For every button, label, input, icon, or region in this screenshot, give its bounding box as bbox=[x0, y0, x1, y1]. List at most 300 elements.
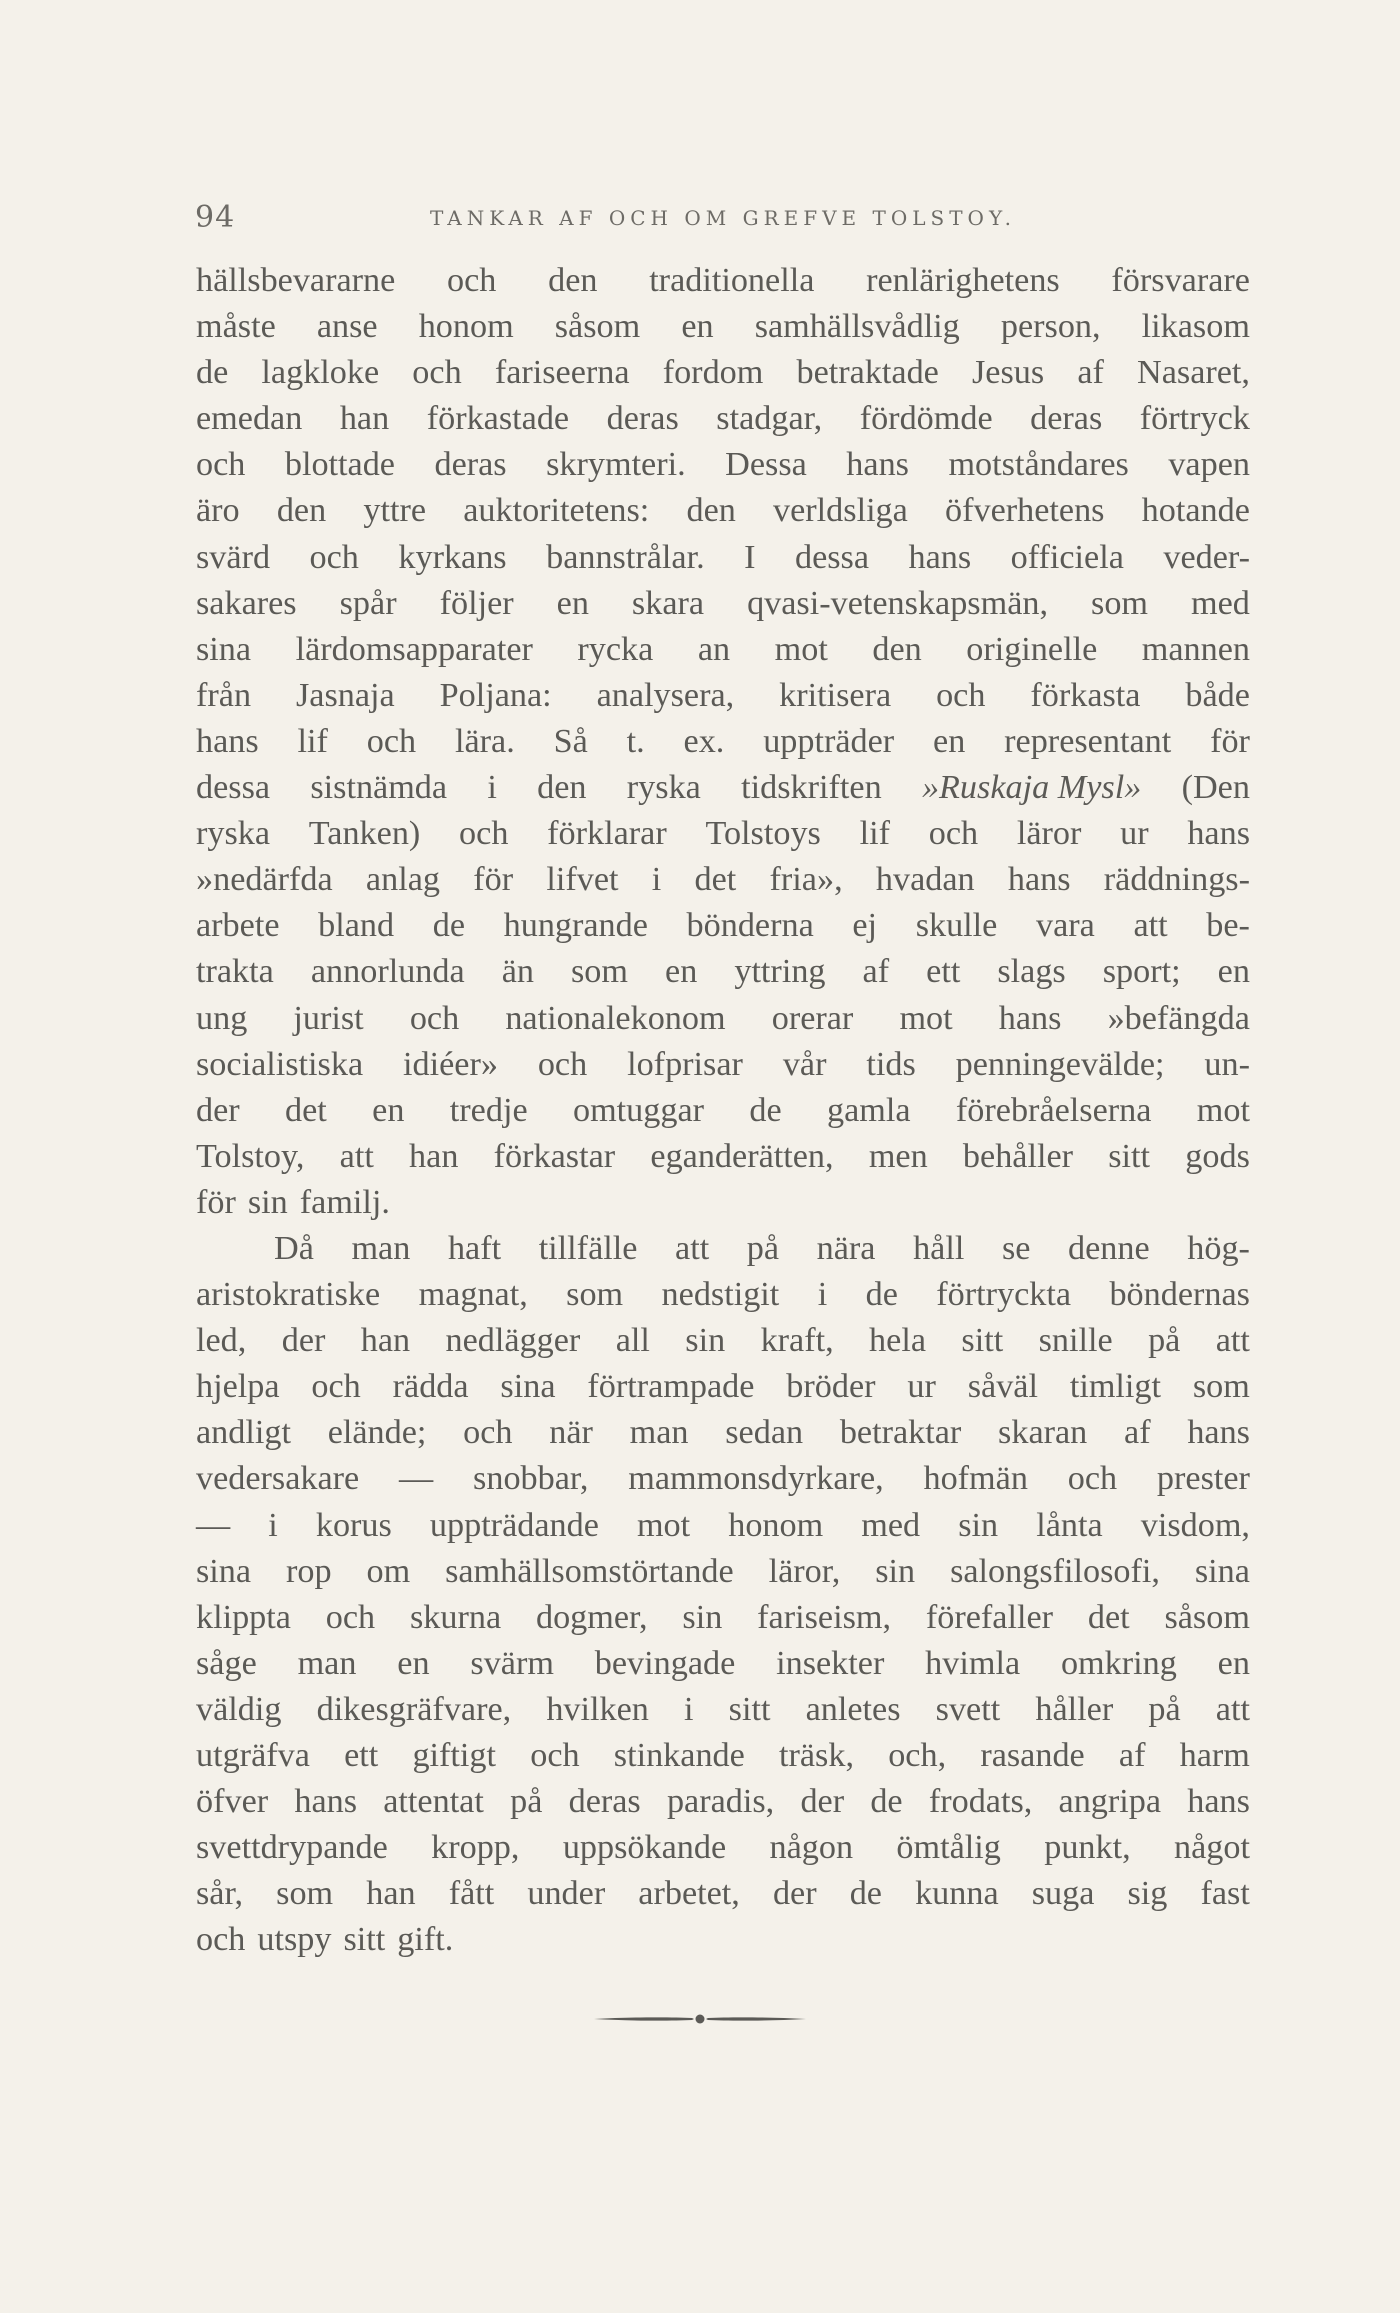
word: qvasi-vetenskapsmän, bbox=[747, 584, 1049, 622]
paragraph bbox=[196, 258, 1250, 1226]
word: sitt bbox=[343, 1921, 386, 1959]
word: skulle bbox=[915, 907, 998, 945]
word: se bbox=[1001, 1229, 1031, 1267]
word: deras bbox=[606, 400, 679, 438]
word: af bbox=[1118, 1737, 1146, 1774]
word: och bbox=[196, 446, 246, 484]
word: sin bbox=[685, 1322, 726, 1360]
word: hans bbox=[1007, 861, 1071, 899]
word: sitt bbox=[1108, 1137, 1151, 1175]
word: fariseerna bbox=[494, 354, 630, 392]
word: de bbox=[865, 1276, 898, 1314]
word: uppträder bbox=[763, 722, 895, 760]
word: veder- bbox=[1163, 538, 1250, 576]
word: såge bbox=[196, 1644, 257, 1682]
text-line bbox=[196, 996, 1250, 1042]
word: som bbox=[571, 953, 628, 991]
word: väldig bbox=[196, 1690, 282, 1728]
word: un- bbox=[1204, 1045, 1250, 1083]
word: der bbox=[800, 1783, 845, 1821]
word: fordom bbox=[662, 354, 764, 392]
word: nedlägger bbox=[445, 1322, 581, 1360]
text-line bbox=[196, 1917, 1250, 1963]
word: af bbox=[862, 953, 890, 991]
word: och bbox=[928, 815, 979, 853]
text-line bbox=[196, 1871, 1250, 1917]
word: hans bbox=[1187, 815, 1250, 853]
word: förklarar bbox=[547, 815, 667, 853]
word: som bbox=[1091, 584, 1149, 622]
word: behåller bbox=[962, 1137, 1074, 1175]
text-line bbox=[196, 1042, 1250, 1088]
word: förefaller bbox=[925, 1598, 1054, 1636]
word: der bbox=[281, 1322, 326, 1360]
word: vapen bbox=[1168, 446, 1250, 484]
text-line bbox=[196, 1134, 1250, 1180]
text-line bbox=[196, 1180, 1250, 1226]
word: den bbox=[537, 769, 587, 807]
word: läror bbox=[1016, 815, 1082, 853]
word: sakares bbox=[196, 584, 297, 622]
word: öfverhetens bbox=[945, 492, 1105, 530]
word: såväl bbox=[967, 1368, 1038, 1406]
word: hans bbox=[1187, 1783, 1250, 1821]
word: förtryck bbox=[1139, 400, 1250, 438]
word: en bbox=[681, 308, 714, 346]
word: han bbox=[360, 1322, 411, 1360]
word: klippta bbox=[196, 1598, 291, 1636]
word: fast bbox=[1200, 1875, 1250, 1913]
word: med bbox=[1191, 584, 1250, 622]
word: (Den bbox=[1181, 769, 1250, 807]
word: jurist bbox=[293, 999, 364, 1037]
word: från bbox=[196, 676, 252, 714]
word: och bbox=[409, 999, 460, 1037]
word: följer bbox=[439, 584, 514, 622]
word: svärm bbox=[470, 1644, 554, 1682]
word: yttring bbox=[734, 953, 826, 991]
word: harm bbox=[1179, 1737, 1250, 1774]
word: när bbox=[549, 1414, 593, 1452]
word: en bbox=[665, 953, 698, 991]
word: öfver bbox=[196, 1783, 269, 1821]
word: prester bbox=[1156, 1460, 1250, 1498]
word: man bbox=[297, 1644, 357, 1682]
word: tredje bbox=[449, 1091, 528, 1129]
word: »nedärfda bbox=[196, 861, 333, 899]
word: sina bbox=[500, 1368, 556, 1406]
word: sin bbox=[958, 1506, 999, 1544]
word: tids bbox=[866, 1045, 916, 1083]
word: I bbox=[744, 538, 756, 576]
word: man bbox=[629, 1414, 689, 1452]
word: och bbox=[463, 1414, 513, 1452]
word: svett bbox=[935, 1690, 1001, 1728]
word: nedstigit bbox=[661, 1276, 780, 1314]
word: en bbox=[372, 1091, 405, 1129]
word: nära bbox=[816, 1229, 876, 1267]
word: mot bbox=[774, 630, 828, 668]
text-line bbox=[196, 1503, 1250, 1549]
text-line bbox=[196, 719, 1250, 765]
text-line bbox=[196, 1318, 1250, 1364]
word: penningevälde; bbox=[955, 1045, 1165, 1083]
word: sitt bbox=[728, 1690, 771, 1728]
word: dessa bbox=[196, 769, 271, 807]
word: nationalekonom bbox=[505, 999, 726, 1037]
word: punkt, bbox=[1044, 1829, 1131, 1867]
word: af bbox=[1124, 1414, 1151, 1452]
word: Tolstoys bbox=[705, 815, 821, 853]
word: och bbox=[412, 354, 462, 392]
word: hans bbox=[196, 722, 259, 760]
body-text bbox=[196, 258, 1250, 1963]
text-line bbox=[196, 1410, 1250, 1456]
word: det bbox=[1087, 1598, 1130, 1636]
word: renlärighetens bbox=[866, 262, 1060, 299]
text-line bbox=[196, 1226, 1250, 1272]
word: något bbox=[1174, 1829, 1250, 1867]
word: magnat, bbox=[418, 1276, 528, 1314]
word: i bbox=[651, 861, 662, 899]
word: hans bbox=[294, 1783, 358, 1821]
text-line bbox=[196, 811, 1250, 857]
word: sina bbox=[196, 630, 252, 668]
word: svärd bbox=[196, 538, 271, 576]
word: officiela bbox=[1010, 538, 1124, 576]
word: sin bbox=[875, 1552, 916, 1590]
word: att bbox=[675, 1229, 710, 1267]
word: förkastar bbox=[493, 1137, 616, 1175]
word: för bbox=[196, 1183, 236, 1221]
word: stinkande bbox=[613, 1737, 745, 1774]
word: honom bbox=[728, 1506, 824, 1544]
word: mammonsdyrkare, bbox=[628, 1460, 884, 1498]
word: fått bbox=[448, 1875, 495, 1913]
word: orerar bbox=[771, 999, 854, 1037]
word: och bbox=[309, 538, 359, 576]
word: sin bbox=[682, 1598, 723, 1636]
word: det bbox=[694, 861, 737, 899]
word: hvimla bbox=[925, 1644, 1021, 1682]
word: i bbox=[684, 1690, 694, 1728]
word: hjelpa bbox=[196, 1368, 280, 1406]
word: hans bbox=[908, 538, 972, 576]
word: hela bbox=[869, 1322, 926, 1360]
word: anse bbox=[316, 308, 378, 346]
word: bevingade bbox=[594, 1644, 736, 1682]
word: dogmer, bbox=[535, 1598, 648, 1636]
word: analysera, bbox=[596, 676, 735, 714]
text-line bbox=[196, 1595, 1250, 1641]
word: på bbox=[746, 1229, 780, 1267]
word: lofprisar bbox=[627, 1045, 743, 1083]
word: det bbox=[285, 1091, 327, 1129]
word: och bbox=[530, 1737, 580, 1774]
word: Poljana: bbox=[439, 676, 552, 714]
word: en bbox=[1217, 1644, 1250, 1682]
word: arbete bbox=[196, 907, 280, 945]
word: samhällsvådlig bbox=[754, 308, 960, 346]
text-line bbox=[196, 488, 1250, 534]
page-header bbox=[195, 198, 1255, 238]
word: socialistiska bbox=[196, 1045, 364, 1083]
word: de bbox=[196, 354, 229, 392]
word: utspy bbox=[257, 1921, 332, 1959]
word: den bbox=[276, 492, 327, 530]
text-line bbox=[196, 1272, 1250, 1318]
word: paradis, bbox=[666, 1783, 775, 1821]
word: ryska bbox=[626, 769, 701, 807]
word: visdom, bbox=[1140, 1506, 1250, 1544]
word: kunna bbox=[915, 1875, 999, 1913]
word: hög- bbox=[1187, 1229, 1250, 1267]
text-line bbox=[196, 1825, 1250, 1871]
word: deras bbox=[434, 446, 507, 484]
word: i bbox=[268, 1506, 278, 1544]
text-line bbox=[196, 765, 1250, 811]
word: mot bbox=[1196, 1091, 1250, 1129]
word: hungrande bbox=[503, 907, 648, 945]
word: betraktade bbox=[796, 354, 939, 392]
text-line bbox=[196, 857, 1250, 903]
word: bannstrålar. bbox=[546, 538, 705, 576]
word: uppsökande bbox=[562, 1829, 727, 1867]
word: att bbox=[1215, 1322, 1250, 1360]
word: ex. bbox=[683, 722, 725, 760]
word: hvilken bbox=[546, 1690, 649, 1728]
word: suga bbox=[1031, 1875, 1095, 1913]
word: för bbox=[473, 861, 514, 899]
word: deras bbox=[1030, 400, 1103, 438]
word: mot bbox=[636, 1506, 691, 1544]
word: håll bbox=[913, 1229, 965, 1267]
text-line bbox=[196, 258, 1250, 304]
word: tillfälle bbox=[538, 1229, 638, 1267]
word: andligt bbox=[196, 1414, 291, 1452]
word: verldsliga bbox=[773, 492, 908, 530]
text-line bbox=[196, 949, 1250, 995]
word: emedan bbox=[196, 400, 303, 438]
word: person, bbox=[1000, 308, 1101, 346]
word: af bbox=[1077, 354, 1104, 392]
word: en bbox=[1217, 953, 1250, 991]
word: der bbox=[196, 1091, 240, 1129]
word: gods bbox=[1185, 1137, 1250, 1175]
word: förebråelserna bbox=[955, 1091, 1152, 1129]
word: hans bbox=[998, 999, 1062, 1037]
word: förkasta bbox=[1030, 676, 1141, 714]
word: slags bbox=[997, 953, 1066, 991]
word: träsk, bbox=[779, 1737, 855, 1774]
word: och bbox=[447, 262, 497, 299]
word: svettdrypande bbox=[196, 1829, 388, 1867]
word: Nasaret, bbox=[1137, 354, 1250, 392]
text-line bbox=[196, 350, 1250, 396]
word: attentat bbox=[383, 1783, 484, 1821]
word: denne bbox=[1068, 1229, 1150, 1267]
word: sina bbox=[1194, 1552, 1250, 1590]
word: hvadan bbox=[875, 861, 975, 899]
word: de bbox=[849, 1875, 882, 1913]
text-line bbox=[196, 581, 1250, 627]
word: snille bbox=[1038, 1322, 1113, 1360]
word: på bbox=[510, 1783, 543, 1821]
word: räddnings- bbox=[1103, 861, 1250, 899]
word: för bbox=[1210, 722, 1250, 760]
word: sport; bbox=[1102, 953, 1181, 991]
word: och bbox=[311, 1368, 361, 1406]
word: de bbox=[749, 1091, 782, 1129]
word: anletes bbox=[805, 1690, 901, 1728]
word: skara bbox=[631, 584, 705, 622]
word: an bbox=[697, 630, 731, 668]
word: lifvet bbox=[546, 861, 619, 899]
word: lif bbox=[297, 722, 328, 760]
word: traditionella bbox=[649, 262, 815, 299]
word: timligt bbox=[1069, 1368, 1162, 1406]
horizontal-rule-ornament-icon bbox=[590, 2012, 810, 2026]
word: eganderätten, bbox=[650, 1137, 834, 1175]
word: hällsbevararne bbox=[196, 262, 396, 299]
word: annorlunda bbox=[310, 953, 465, 991]
word: yttre bbox=[363, 492, 427, 530]
word: på bbox=[1148, 1322, 1181, 1360]
word: betraktar bbox=[839, 1414, 962, 1452]
word: omtuggar bbox=[572, 1091, 705, 1129]
word: »Ruskaja Mysl» bbox=[921, 769, 1142, 807]
word: giftigt bbox=[412, 1737, 497, 1774]
word: lära. bbox=[454, 722, 515, 760]
word: ung bbox=[196, 999, 248, 1037]
word: snobbar, bbox=[473, 1460, 589, 1498]
word: lärdomsapparater bbox=[295, 630, 533, 668]
word: spår bbox=[339, 584, 397, 622]
word: Då bbox=[274, 1229, 314, 1267]
text-line bbox=[196, 1364, 1250, 1410]
word: kritisera bbox=[779, 676, 892, 714]
word: som bbox=[1192, 1368, 1250, 1406]
word: om bbox=[366, 1552, 411, 1590]
word: man bbox=[351, 1229, 411, 1267]
word: mannen bbox=[1141, 630, 1250, 668]
word: vedersakare bbox=[196, 1460, 360, 1498]
word: han bbox=[339, 400, 390, 438]
word: såsom bbox=[1164, 1598, 1250, 1636]
word: angripa bbox=[1058, 1783, 1162, 1821]
word: stadgar, bbox=[716, 400, 823, 438]
word: rädda bbox=[392, 1368, 469, 1406]
word: hans bbox=[1187, 1414, 1250, 1452]
word: Jesus bbox=[972, 354, 1045, 392]
word: utgräfva bbox=[196, 1737, 310, 1774]
word: fria», bbox=[769, 861, 843, 899]
word: fariseism, bbox=[757, 1598, 892, 1636]
text-line bbox=[196, 1733, 1250, 1779]
word: — bbox=[196, 1506, 231, 1544]
word: dikesgräfvare, bbox=[316, 1690, 512, 1728]
word: att bbox=[1133, 907, 1168, 945]
text-line bbox=[196, 535, 1250, 581]
word: en bbox=[397, 1644, 430, 1682]
word: förtrampade bbox=[587, 1368, 755, 1406]
word: en bbox=[556, 584, 589, 622]
text-line bbox=[196, 627, 1250, 673]
word: håller bbox=[1035, 1690, 1114, 1728]
word: blottade bbox=[284, 446, 395, 484]
word: all bbox=[615, 1322, 650, 1360]
word: sistnämda bbox=[310, 769, 448, 807]
word: hans bbox=[846, 446, 909, 484]
word: Tanken) bbox=[308, 815, 421, 853]
word: samhällsomstörtande bbox=[445, 1552, 734, 1590]
word: äro bbox=[196, 492, 240, 530]
word: som bbox=[566, 1276, 624, 1314]
word: Så bbox=[553, 722, 588, 760]
word: lagkloke bbox=[261, 354, 380, 392]
word: med bbox=[861, 1506, 921, 1544]
word: omkring bbox=[1060, 1644, 1177, 1682]
text-line bbox=[196, 1779, 1250, 1825]
word: ett bbox=[926, 953, 961, 991]
text-line bbox=[196, 1088, 1250, 1134]
word: salongsfilosofi, bbox=[950, 1552, 1160, 1590]
word: skrymteri. bbox=[546, 446, 686, 484]
word: skurna bbox=[409, 1598, 502, 1636]
word: likasom bbox=[1141, 308, 1250, 346]
word: och bbox=[936, 676, 986, 714]
word: auktoritetens: bbox=[463, 492, 650, 530]
word: anlag bbox=[365, 861, 440, 899]
word: ej bbox=[852, 907, 878, 945]
word: rasande bbox=[980, 1737, 1085, 1774]
word: sedan bbox=[725, 1414, 804, 1452]
word: skaran bbox=[998, 1414, 1088, 1452]
word: t. bbox=[626, 722, 645, 760]
word: de bbox=[870, 1783, 903, 1821]
word: förkastade bbox=[426, 400, 570, 438]
word: den bbox=[872, 630, 922, 668]
word: vara bbox=[1035, 907, 1095, 945]
word: sina bbox=[196, 1552, 252, 1590]
word: frodats, bbox=[928, 1783, 1033, 1821]
word: kropp, bbox=[431, 1829, 520, 1867]
text-line bbox=[196, 673, 1250, 719]
text-line bbox=[196, 1456, 1250, 1502]
word: och bbox=[1067, 1460, 1118, 1498]
word: led, bbox=[196, 1322, 247, 1360]
word: försvarare bbox=[1111, 262, 1250, 299]
word: vår bbox=[782, 1045, 827, 1083]
word: originelle bbox=[966, 630, 1098, 668]
word: sin bbox=[247, 1183, 288, 1221]
word: ömtålig bbox=[896, 1829, 1001, 1867]
word: idiéer» bbox=[403, 1045, 498, 1083]
text-line bbox=[196, 442, 1250, 488]
word: att bbox=[1215, 1690, 1250, 1728]
word: familj. bbox=[299, 1183, 390, 1221]
word: ett bbox=[344, 1737, 379, 1774]
text-line bbox=[196, 304, 1250, 350]
page-number: 94 bbox=[195, 200, 236, 235]
word: kraft, bbox=[760, 1322, 834, 1360]
word: deras bbox=[568, 1783, 641, 1821]
word: hofmän bbox=[923, 1460, 1028, 1498]
word: hotande bbox=[1141, 492, 1250, 530]
word: kyrkans bbox=[398, 538, 507, 576]
word: motståndares bbox=[948, 446, 1129, 484]
word: rycka bbox=[577, 630, 654, 668]
